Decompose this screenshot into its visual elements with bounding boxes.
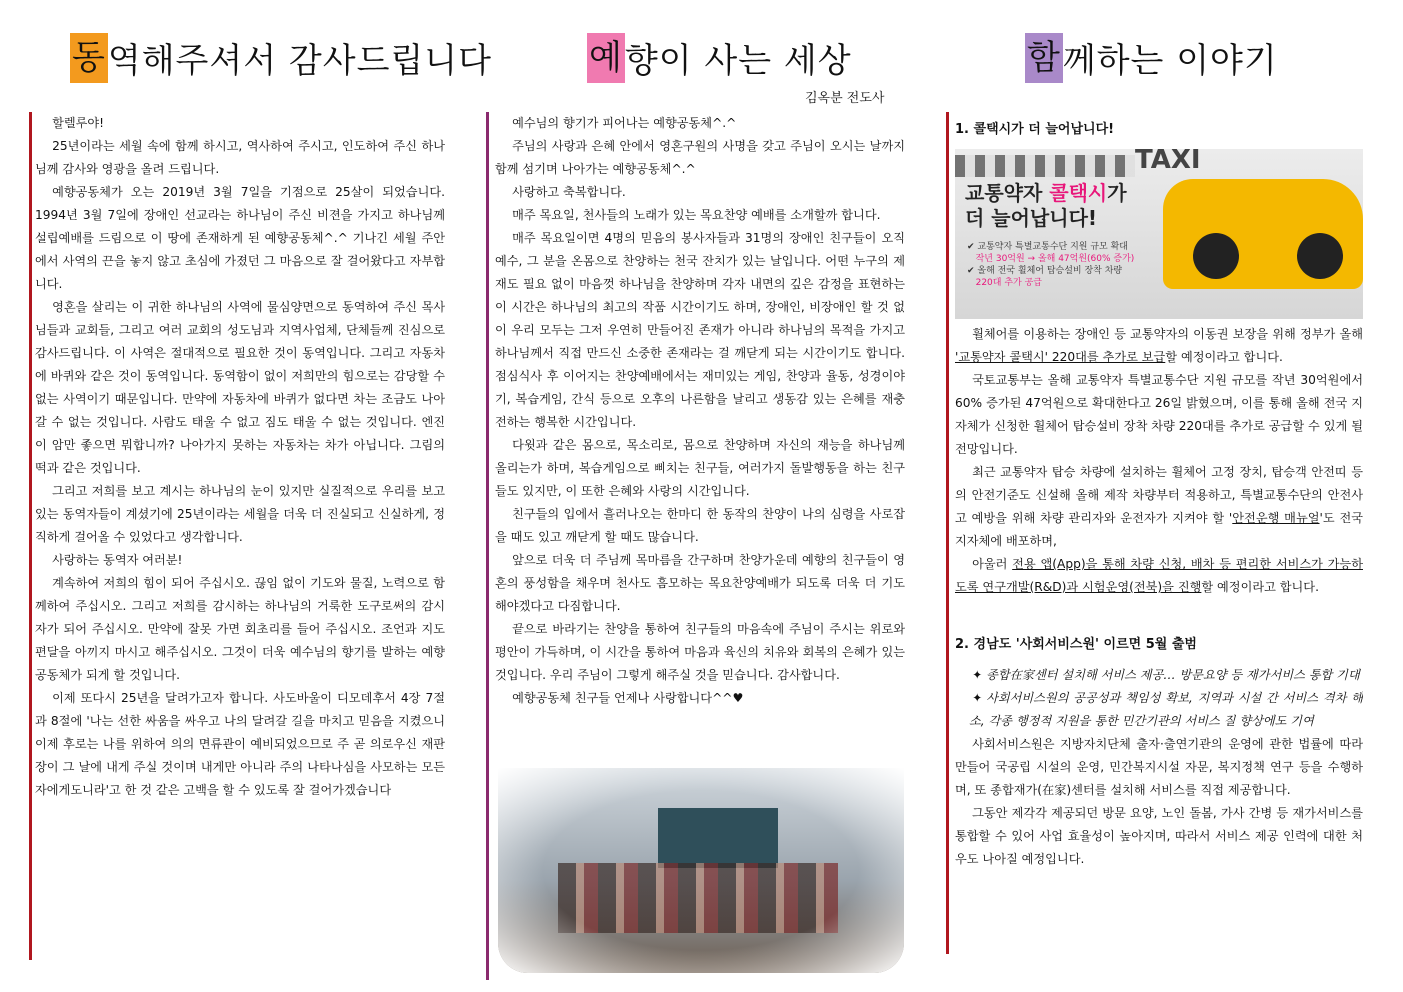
title-rest: 향이 사는 세상 xyxy=(624,41,852,81)
paragraph: 휠체어를 이용하는 장애인 등 교통약자의 이동권 보장을 위해 정부가 올해 '교통약자 콜택시' 220대를 추가로 보급할 예정이라고 합니다. xyxy=(955,327,1363,364)
paragraph: 끝으로 바라기는 찬양을 통하여 친구들의 마음속에 주님이 주시는 위로와 평안이 가득하며, 이 시간을 통하여 마음과 육신의 치유와 회복의 은혜가 있는 것입니다. 우리 주님이 그렇게 해주실 것을 믿습니다. 감사합니다. xyxy=(495,622,905,682)
title-rest: 께하는 이야기 xyxy=(1062,41,1278,81)
bullet-item: ✦ 사회서비스원의 공공성과 책임성 확보, 지역과 시설 간 서비스 격차 해소, 각종 행정적 지원을 통한 민간기관의 서비스 질 향상에도 기여 xyxy=(955,687,1363,733)
title-donghaeng xyxy=(70,30,492,85)
column-news xyxy=(955,112,1363,962)
title-initial: 예 xyxy=(587,33,625,83)
title-initial: 동 xyxy=(70,33,108,83)
paragraph: 최근 교통약자 탑승 차량에 설치하는 휠체어 고정 장치, 탑승객 안전띠 등의 안전기준도 신설해 올해 제작 차량부터 적용하고, 특별교통수단의 안전사고 예방을 위해 차량 관리자와 운전자가 지켜야 할 '안전운행 매뉴얼'도 전국 지자체에 배포하며, xyxy=(955,465,1363,548)
title-hamkke xyxy=(1025,30,1278,85)
paragraph: 예수님의 향기가 피어나는 예향공동체^.^ xyxy=(512,116,737,130)
star-icon: ✦ xyxy=(972,668,983,682)
paragraph: 할렐루야! xyxy=(52,116,105,130)
column-rule xyxy=(946,112,949,954)
paragraph: 앞으로 더욱 더 주님께 목마름을 간구하며 찬양가운데 예향의 친구들이 영혼의 풍성함을 채우며 천사도 흠모하는 목요찬양예배가 되도록 더욱 더 기도해야겠다고 다짐합니다. xyxy=(495,553,905,613)
news-heading-1: 1. 콜택시가 더 늘어납니다! xyxy=(955,122,1115,137)
banner-headline: 교통약자 콜택시가 더 늘어납니다! xyxy=(965,181,1127,230)
paragraph: 계속하여 저희의 힘이 되어 주십시오. 끊임 없이 기도와 물질, 노력으로 함께하여 주십시오. 그리고 저희를 감시하는 하나님의 거룩한 도구로써의 감시자가 되어 주십시오. 만약에 잘못 가면 회초리를 들어 주십시오. 조언과 지도편달을 아끼지 마시고 해주십시오. 그것이 더욱 예수님의 향기를 발하는 예향공동체가 되게 할 것입니다. xyxy=(35,576,445,682)
taxi-banner xyxy=(955,149,1363,319)
column-rule xyxy=(29,112,32,960)
paragraph: 25년이라는 세월 속에 함께 하시고, 역사하여 주시고, 인도하여 주신 하나님께 감사와 영광을 올려 드립니다. xyxy=(35,139,445,176)
star-icon: ✦ xyxy=(972,691,983,705)
paragraph: 친구들의 입에서 흘러나오는 한마디 한 동작의 찬양이 나의 심령을 사로잡을 때도 있고 깨닫게 할 때도 많습니다. xyxy=(495,507,905,544)
paragraph: 그동안 제각각 제공되던 방문 요양, 노인 돌봄, 가사 간병 등 재가서비스를 통합할 수 있어 사업 효율성이 높아지며, 따라서 서비스 제공 인력에 대한 처우도 나아질 예정입니다. xyxy=(955,806,1363,866)
paragraph: 예향공동체가 오는 2019년 3월 7일을 기점으로 25살이 되었습니다. 1994년 3월 7일에 장애인 선교라는 하나님이 주신 비젼을 가지고 하나님께 설립예배를 드림으로 이 땅에 존재하게 된 예향공동체^.^ 기나긴 세월 주안에서 사역의 끈을 놓지 않고 초심에 가졌던 그 마음으로 잘 걸어왔다고 자부합니다. xyxy=(35,185,445,291)
column-thanks xyxy=(35,112,445,962)
paragraph: 영혼을 살리는 이 귀한 하나님의 사역에 물심양면으로 동역하여 주신 목사님들과 교회들, 그리고 여러 교회의 성도님과 지역사업체, 단체들께 진심으로 감사드립니다. 이 사역은 절대적으로 필요한 것이 동역입니다. 그리고 자동차에 바퀴와 같은 것이 동역입니다. 동역함이 없이 저희만의 힘으로는 감당할 수 없는 사역이기 때문입니다. 만약에 자동차에 바퀴가 없다면 차는 조금도 나아갈 수 없는 것입니다. 사람도 태울 수 없고 짐도 태울 수 없는 것입니다. 엔진이 암만 좋으면 뭐합니까? 나아가지 못하는 자동차는 차가 아닙니다. 그림의 떡과 같은 것입니다. xyxy=(35,300,445,475)
paragraph: 예향공동체 친구들 언제나 사랑합니다^^♥ xyxy=(512,691,744,705)
taxi-sign: TAXI xyxy=(1135,149,1201,175)
author-name: 김옥분 전도사 xyxy=(805,91,885,106)
title-initial: 함 xyxy=(1025,33,1063,83)
column-rule xyxy=(486,112,489,980)
paragraph: 사랑하고 축복합니다. xyxy=(512,185,626,199)
paragraph: 사회서비스원은 지방자치단체 출자·출연기관의 운영에 관한 법률에 따라 만들어 국공립 시설의 운영, 민간복지시설 자문, 복지정책 연구 등을 수행하며, 또 종합재가(在家)센터를 설치해 서비스를 직접 제공합니다. xyxy=(955,737,1363,797)
taxi-car-icon xyxy=(1163,179,1363,289)
wheel-icon xyxy=(1193,233,1239,279)
wheel-icon xyxy=(1297,233,1343,279)
paragraph: 다윗과 같은 몸으로, 목소리로, 몸으로 찬양하며 자신의 재능을 하나님께 올리는가 하며, 복습게임으로 삐치는 친구들, 여러가지 돌발행동을 하는 친구들도 있지만, 이 또한 은혜와 사랑의 시간입니다. xyxy=(495,438,905,498)
paragraph: 사랑하는 동역자 여러분! xyxy=(52,553,183,567)
paragraph: 이제 또다시 25년을 달려가고자 합니다. 사도바울이 디모데후서 4장 7절과 8절에 '나는 선한 싸움을 싸우고 나의 달려갈 길을 마치고 믿음을 지켰으니 이제 후로는 나를 위하여 의의 면류관이 예비되었으므로 주 곧 의로우신 재판장이 그 날에 내게 주실 것이며 내게만 아니라 주의 나타나심을 사모하는 모든 자에게도니라'고 한 것 같은 고백을 할 수 있도록 잘 걸어가겠습니다 xyxy=(35,691,445,797)
paragraph: 아울러 전용 앱(App)을 통해 차량 신청, 배차 등 편리한 서비스가 가능하도록 연구개발(R&D)과 시험운영(전북)을 진행할 예정이라고 합니다. xyxy=(955,557,1363,594)
worship-photo xyxy=(498,768,904,973)
title-rest: 역해주셔서 감사드립니다 xyxy=(107,41,492,81)
paragraph: 그리고 저희를 보고 계시는 하나님의 눈이 있지만 실질적으로 우리를 보고 있는 동역자들이 계셨기에 25년이라는 세월을 더욱 더 진실되고 신실하게, 정직하게 걸어올 수 있었다고 생각합니다. xyxy=(35,484,445,544)
paragraph: 매주 목요일이면 4명의 믿음의 봉사자들과 31명의 장애인 친구들이 오직 예수, 그 분을 온몸으로 찬양하는 천국 잔치가 있는 날입니다. 어떤 누구의 제재도 필요 없이 마음껏 하나님을 찬양하며 각자 내면의 깊은 감정을 표현하는 이 시간은 하나님의 최고의 작품 시간이기도 하며, 장애인, 비장애인 할 것 없이 우리 모두는 그저 우연히 만들어진 존재가 아니라 하나님의 목적을 가지고 하나님께서 직접 만드신 소중한 존재라는 걸 깨닫게 되는 시간이기도 합니다. 점심식사 후 이어지는 찬양예배에서는 재미있는 게임, 찬양과 율동, 성경이야기, 복습게임, 간식 등으로 오후의 나른함을 날리고 생동감 있는 은혜를 재충전하는 행복한 시간입니다. xyxy=(495,231,905,429)
title-yehyang xyxy=(587,30,852,85)
paragraph: 국토교통부는 올해 교통약자 특별교통수단 지원 규모를 작년 30억원에서 60% 증가된 47억원으로 확대한다고 26일 밝혔으며, 이를 통해 올해 전국 지자체가 신청한 휠체어 탑승설비 장착 차량 220대를 추가로 공급할 수 있게 될 전망입니다. xyxy=(955,373,1363,456)
banner-details: ✔ 교통약자 특별교통수단 지원 규모 확대 작년 30억원 → 올해 47억원(60% 증가) ✔ 올해 전국 휠체어 탑승설비 장착 차량 220대 추가 공급 xyxy=(967,242,1135,288)
paragraph: 주님의 사랑과 은혜 안에서 영혼구원의 사명을 갖고 주님이 오시는 날까지 함께 섬기며 나아가는 예향공동체^.^ xyxy=(495,139,905,176)
paragraph: 매주 목요일, 천사들의 노래가 있는 목요찬양 예배를 소개할까 합니다. xyxy=(512,208,881,222)
bullet-item: ✦ 종합在家센터 설치해 서비스 제공… 방문요양 등 재가서비스 통합 기대 xyxy=(955,664,1363,687)
checker-pattern xyxy=(955,155,1135,177)
news-heading-2: 2. 경남도 '사회서비스원' 이르면 5월 출범 xyxy=(955,637,1197,652)
column-yehyang xyxy=(495,112,905,732)
